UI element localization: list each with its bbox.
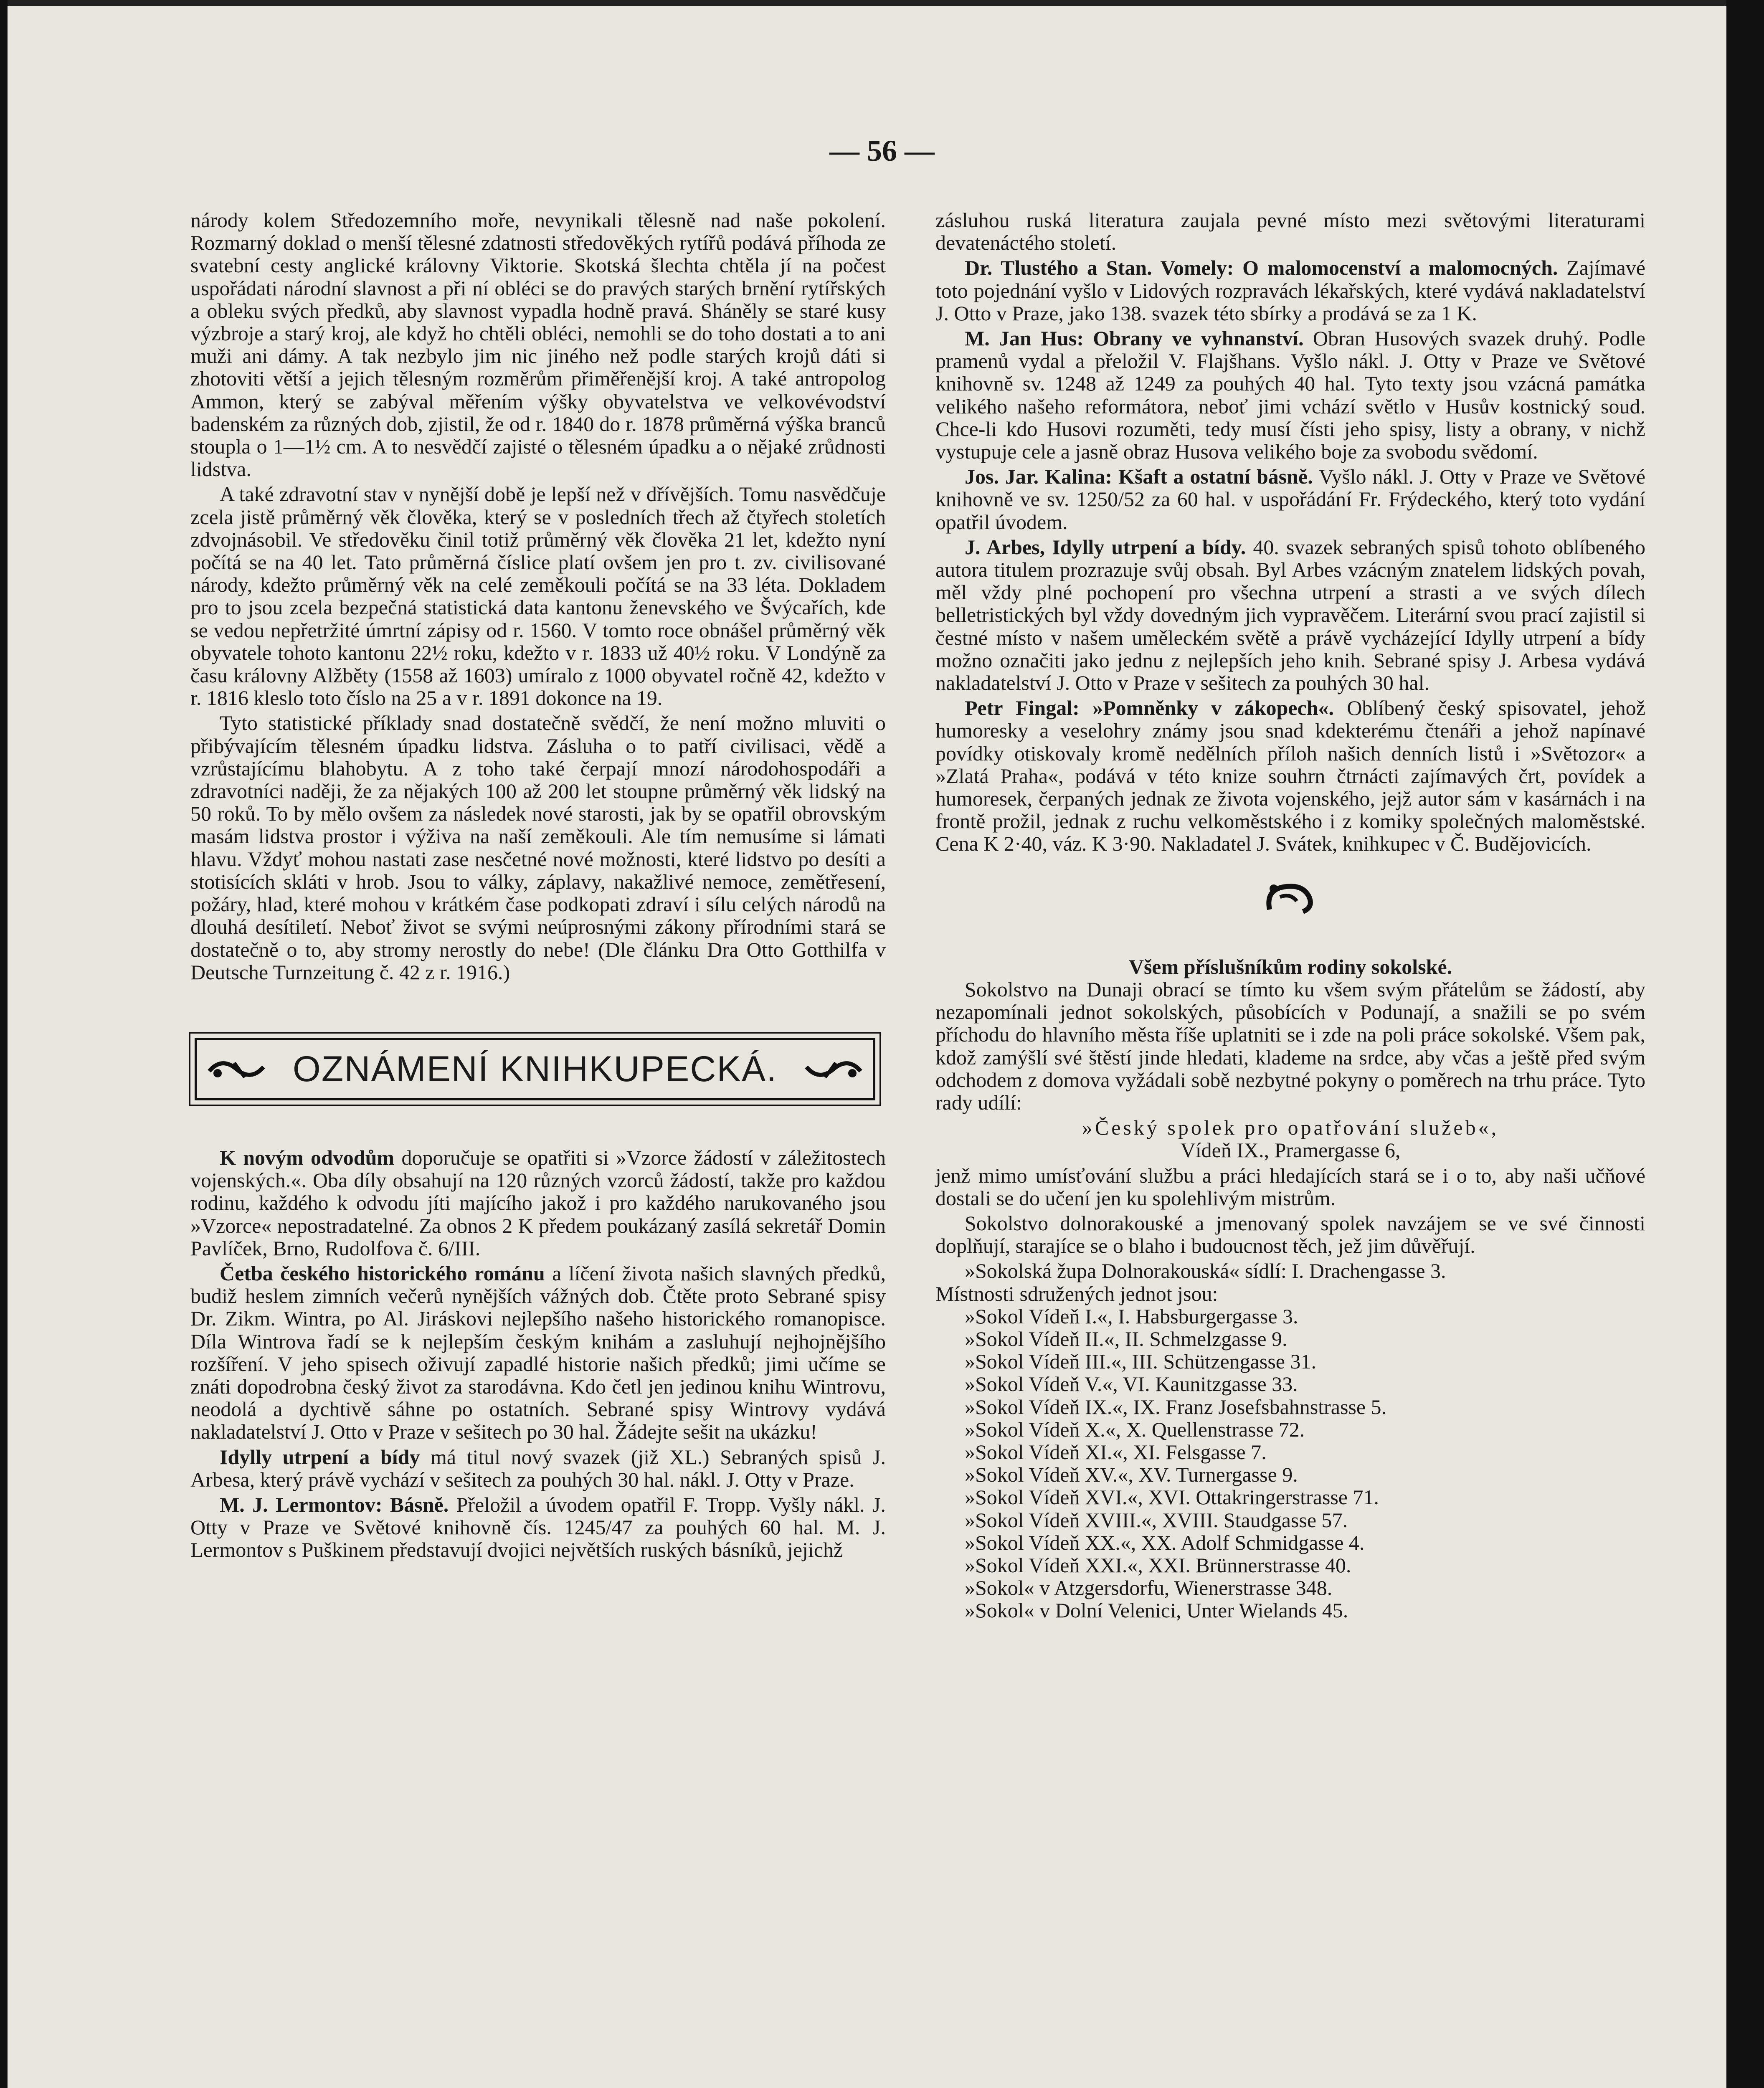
notice-heading: Četba českého historického románu [220, 1261, 545, 1285]
sokol-unit-item: »Sokol Vídeň XX.«, XX. Adolf Schmidgasse 4. [965, 1531, 1365, 1554]
sokol-unit-item: »Sokol Vídeň XV.«, XV. Turnergasse 9. [965, 1463, 1298, 1487]
notice-body: Oblíbený český spisovatel, jehož humoresky a veselohry známy jsou snad kdekterému čtenáři a jehož napínavé povídky otiskovaly kromě nedělních příloh našich denních listů i »Světozor« a »Zlatá Praha«, podává v této knize souhrn čtrnácti zajímavých črt, povídek a humoresek, čerpaných jednak ze života vojenského, jejž autor sám v kasárnách i na frontě prožil, jednak z ruchu velkoměstského i z komiky společných maloměstské. Cena K 2·40, váz. K 3·90. Nakladatel J. Svátek, knihkupec v Č. Budějovicích. [935, 696, 1645, 856]
sokol-unit-item: »Sokol Vídeň II.«, II. Schmelzgasse 9. [965, 1327, 1288, 1351]
sokol-unit-item: »Sokol« v Dolní Velenici, Unter Wielands 45. [965, 1599, 1348, 1622]
sokol-unit-item: »Sokol Vídeň XVI.«, XVI. Ottakringerstrasse 71. [965, 1485, 1379, 1509]
notice-entry [935, 256, 1645, 324]
notice-entry [190, 1146, 886, 1259]
page-number: — 56 — [829, 134, 935, 167]
address-line: Vídeň IX., Pramergasse 6, [1180, 1138, 1401, 1162]
announcements-banner [195, 1038, 875, 1100]
notice-body: Zajímavé toto pojednání vyšlo v Lidových rozpravách lékařských, které vydává nakladatelství J. Otto v Praze, jako 138. svazek této sbírky a prodává se za 1 K. [935, 256, 1645, 325]
notice-heading: K novým odvodům [220, 1145, 395, 1169]
sokol-unit-item: »Sokol Vídeň V.«, VI. Kaunitzgasse 33. [965, 1372, 1298, 1396]
address-line [935, 1116, 1645, 1139]
notice-entry [190, 1446, 886, 1491]
address-name: »Český spolek pro opatřování služeb«, [1082, 1116, 1499, 1140]
scan-edge-top [0, 0, 1764, 6]
sokol-unit-item: »Sokol Vídeň IX.«, IX. Franz Josefsbahnstrasse 5. [965, 1395, 1387, 1419]
notice-heading: J. Arbes, Idylly utrpení a bídy. [965, 535, 1246, 559]
sokol-paragraph: Sokolstvo dolnorakouské a jmenovaný spolek navzájem se ve své činnosti doplňují, starajíce se o blaho i budoucnost těch, jež jim důvěřují. [935, 1211, 1645, 1258]
notice-entry [190, 1262, 886, 1443]
notice-heading: M. J. Lermontov: Básně. [220, 1493, 449, 1516]
notice-heading: M. Jan Hus: Obrany ve vyhnanství. [965, 327, 1304, 350]
notice-body: má titul nový svazek (již XL.) Sebraných spisů J. Arbesa, který právě vychází v sešitech za pouhých 30 hal. nákl. J. Otty v Praze. [190, 1445, 886, 1491]
sokol-unit-item: »Sokol Vídeň XI.«, XI. Felsgasse 7. [965, 1440, 1267, 1464]
notice-entry [935, 536, 1645, 694]
sokol-unit-item: »Sokol Vídeň X.«, X. Quellenstrasse 72. [965, 1417, 1305, 1441]
notice-body: 40. svazek sebraných spisů tohoto oblíbeného autora titulem prozrazuje svůj obsah. Byl Arbes vzácným znatelem lidských povah, měl vždy plné pochopení pro všechna utrpení a strasti a ve svých dílech belletristických byl vždy dovedným jich vypravěčem. Literární svou prací zajistil si čestné místo v našem uměleckém světě a právě vycházející Idylly utrpení a bídy možno označiti jako jednu z nejlepších jeho knih. Sebrané spisy J. Arbesa vydává nakladatelství J. Otto v Praze v sešitech za pouhých 30 hal. [935, 535, 1645, 695]
ornament-right-icon [802, 1054, 865, 1084]
sokol-paragraph: Sokolstvo na Dunaji obrací se tímto ku všem svým přátelům se žádostí, aby nezapomínali jednot sokolských, působících v Podunají, a snažili se po svém příchodu do hlavního města říše uplatniti se i zde na poli práce sokolské. Všem pak, kdož zamýšlí své štěstí jinde hledati, klademe na srdce, aby včas a ještě před svým odchodem z domova vyžádali sobě nezbytné pokyny o poměrech na trhu práce. Tyto rady udílí: [935, 977, 1645, 1114]
sokol-paragraph: jenž mimo umísťování službu a práci hledajících stará se i o to, aby naši učňové dostali se do učení jen ku spolehlivým mistrům. [935, 1163, 1645, 1210]
ornament-left-icon [205, 1054, 268, 1084]
sokol-unit-item: »Sokol Vídeň XVIII.«, XVIII. Staudgasse 57. [965, 1508, 1348, 1532]
notice-body: Obran Husových svazek druhý. Podle pramenů vydal a přeložil V. Flajšhans. Vyšlo nákl. J. Otty v Praze ve Světové knihovně sv. 1248 až 1249 za pouhých 40 hal. Tyto texty jsou vzácná památka velikého našeho reformátora, neboť jimi vchází světlo v Husův kostnický soud. Chce-li kdo Husovi rozuměti, tedy musí čísti jeho spisy, listy a obrany, v nichž vystupuje cele a jasně obraz Husova velikého boje za svobodu svědomí. [935, 327, 1645, 464]
article-paragraph: Tyto statistické příklady snad dostatečně svědčí, že není možno mluviti o přibývajícím tělesném úpadku lidstva. Zásluha o to patří civilisaci, vědě a vzrůstajícímu blahobytu. A z toho také čerpají mnozí národohospodáři a zdravotníci naději, že za nějakých 100 až 200 let stoupne průměrný věk lidský na 50 roků. To by mělo ovšem za následek nové starosti, jak by se opatřil obrovským masám lidstva prostor i výživa na naší zeměkouli. Ale tím nemusíme si lámati hlavu. Vždyť mohou nastati zase nesčetné nové možnosti, které lidstvo po desíti a stotisících skláti v hrob. Jsou to války, záplavy, nakažlivé nemoce, zemětřesení, požáry, hlad, které mohou v krátkém čase podkopati zdraví i sílu celých národů na dlouhá desítiletí. Neboť život se svými neúprosnými zákony přírodními stará se dostatečně o to, aby stromy nerostly do nebe! (Dle článku Dra Otto Gotthilfa v Deutsche Turnzeitung č. 42 z r. 1916.) [190, 711, 886, 984]
banner-title: OZNÁMENÍ KNIHKUPECKÁ. [292, 1049, 778, 1089]
sokol-unit-item: »Sokol Vídeň I.«, I. Habsburgergasse 3. [965, 1304, 1298, 1328]
zupa-line: »Sokolská župa Dolnorakouská« sídlí: I. Drachengasse 3. [965, 1259, 1446, 1283]
notice-entry [935, 327, 1645, 463]
scan-edge-left [0, 0, 8, 2088]
notice-entry [935, 697, 1645, 855]
sokol-unit-item: »Sokol Vídeň XXI.«, XXI. Brünnerstrasse 40. [965, 1553, 1351, 1577]
right-column [935, 209, 1645, 1622]
notice-continuation: zásluhou ruská literatura zaujala pevné místo mezi světovými literaturami devatenáctého století. [935, 208, 1645, 255]
article-paragraph: národy kolem Středozemního moře, nevynikali tělesně nad naše pokolení. Rozmarný doklad o menší tělesné zdatnosti středověkých rytířů podává příhoda ze svatební cesty anglické královny Viktorie. Skotská šlechta chtěla jí na počest uspořádati národní slavnost a při ní obléci se do pravých starých brnění rytířských a obleku svých předků, aby slavnost vypadla hodně pravá. Sháněly se staré kusy výzbroje a starý kroj, ale když ho chtěli obléci, nemohli se do toho dostati a to ani muži ani dámy. A tak nezbylo jim nic jiného než podle starých krojů dáti si zhotoviti větší a jejich tělesným rozměrům přiměřenější kroj. A také antropolog Ammon, který se zabýval měřením výšky obyvatelstva ve velkovévodství badenském za různých dob, zjistil, že od r. 1840 do r. 1878 průměrná výška branců stoupla o 1—1½ cm. A to nesvědčí zajisté o tělesném úpadku a o nějaké zrůdnosti lidstva. [190, 208, 886, 481]
article-paragraph: A také zdravotní stav v nynější době je lepší než v dřívějších. Tomu nasvědčuje zcela jistě průměrný věk člověka, který se v posledních třech až čtyřech stoletích zdvojnásobil. Ve středověku činil totiž průměrný věk člověka 21 let, kdežto nyní počítá se na 40 let. Tato průměrná číslice platí ovšem jen pro t. zv. civilisované národy, kdežto průměrný věk na celé zeměkouli počítá se na 33 léta. Dokladem pro to jsou zcela bezpečná statistická data kantonu ženevského ve Švýcařích, kde se vedou nepřetržité úmrtní zápisy od r. 1560. V tomto roce obnášel průměrný věk obyvatele tohoto kantonu 22½ roku, kdežto v r. 1833 už 40½ roku. V Londýně za času královny Alžběty (1558 až 1603) umíralo z 1000 obyvatel ročně 42, kdežto v r. 1816 kleslo toto číslo na 25 a v r. 1891 dokonce na 19. [190, 482, 886, 710]
notice-heading: Idylly utrpení a bídy [220, 1445, 420, 1469]
vignette-ornament-icon [1261, 876, 1320, 922]
sokol-units-list [935, 1305, 1645, 1622]
notice-body: Vyšlo nákl. J. Otty v Praze ve Světové knihovně ve sv. 1250/52 za 60 hal. v uspořádání Fr. Frýdeckého, který toto vydání opatřil úvodem. [935, 465, 1645, 534]
notice-heading: Dr. Tlustého a Stan. Vomely: O malomocenství a malomocných. [965, 256, 1558, 280]
sokol-unit-item: »Sokol« v Atzgersdorfu, Wienerstrasse 348. [965, 1576, 1333, 1600]
scan-edge-right [1726, 0, 1764, 2088]
units-heading: Místnosti sdružených jednot jsou: [935, 1282, 1218, 1305]
notice-entry [935, 465, 1645, 533]
notice-body: Přeložil a úvodem opatřil F. Tropp. Vyšly nákl. J. Otty v Praze ve Světové knihovně čís. 1245/47 za pouhých 60 hal. M. J. Lermontov s Puškinem představují dvojici největších ruských básníků, jejichž [190, 1493, 886, 1562]
notice-body: doporučuje se opatřiti si »Vzorce žádostí v záležitostech vojenských.«. Oba díly obsahují na 120 různých vzorců žádostí, takže pro každou rodinu, každého k odvodu jíti majícího jakož i pro každého narukovaného jsou »Vzorce« nepostradatelné. Za obnos 2 K předem poukázaný zasílá sekretář Domin Pavlíček, Brno, Rudolfova č. 6/III. [190, 1145, 886, 1260]
sokol-section-title: Všem příslušníkům rodiny sokolské. [1128, 955, 1452, 978]
notice-heading: Jos. Jar. Kalina: Kšaft a ostatní básně. [965, 465, 1313, 489]
notice-heading: Petr Fingal: »Pomněnky v zákopech«. [965, 696, 1334, 720]
sokol-unit-item: »Sokol Vídeň III.«, III. Schützengasse 31. [965, 1350, 1316, 1373]
notice-body: a líčení života našich slavných předků, budiž heslem zimních večerů nynějších vážných dob. Čtěte proto Sebrané spisy Dr. Zikm. Wintra, po Al. Jiráskovi nejlepšího našeho historického romanopisce. Díla Wintrova řadí se k nejlepším českým knihám a zasluhují nejhojnějšího rozšíření. V jeho spisech oživují zapadlé historie našich předků; jimi učíme se znáti dopodrobna český život za starodávna. Kdo četl jen jedinou knihu Wintrovu, neodolá a dychtivě sáhne po ostatních. Sebrané spisy Wintrovy vydává nakladatelství J. Otto v Praze v sešitech po 30 hal. Žádejte sešit na ukázku! [190, 1261, 886, 1444]
notice-entry [190, 1493, 886, 1561]
left-column [190, 209, 886, 1561]
